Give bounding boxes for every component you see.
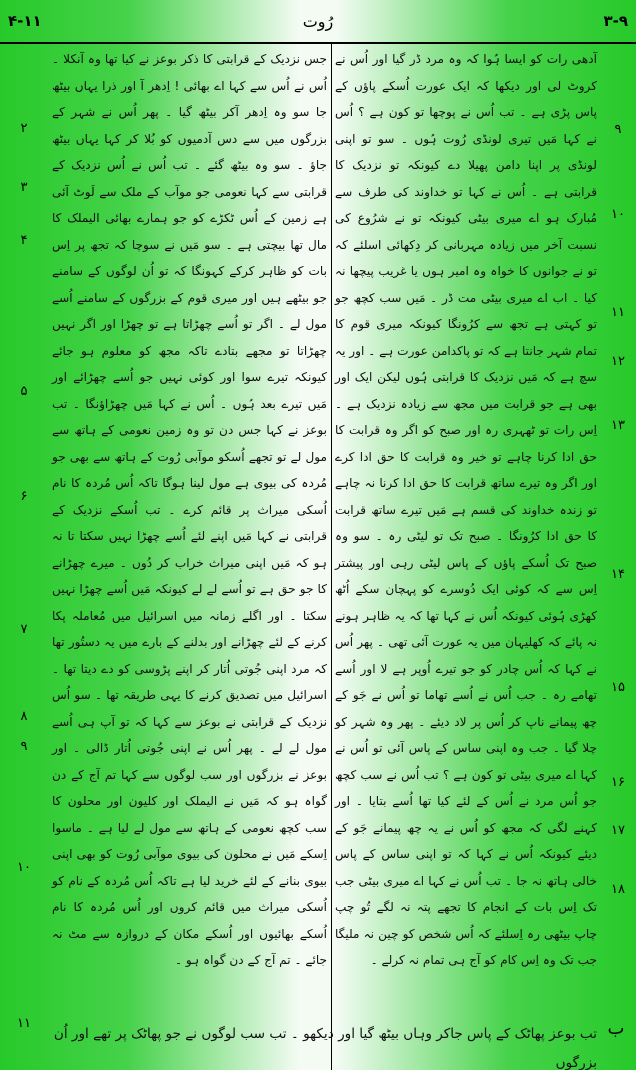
header-rule bbox=[0, 42, 636, 44]
header-right-reference: ۳-۹ bbox=[603, 12, 628, 30]
verse-number: ۷ bbox=[20, 622, 28, 637]
left-column-text: جس نزدیک کے قرابتی کا ذکر بوعز نے کیا تھا وہ آنکلا ۔ اُس نے اُس سے کہا اے بھائی ! اِدھر آ اور ذرا یہاں بیٹھ جا سو وہ اِدھر آکر بیٹھ گیا ۔ پھر اُس نے شہر کے بزرگوں میں سے دس آدمیوں کو بُلا کر کہا یہاں بیٹھ جاؤ ۔ سو وہ بیٹھ گئے ۔ تب اُس نے اُس نزدیک کے قرابتی سے کہا نعومی جو موآب کے ملک سے لَوٹ آئی ہے زمین کے اُس ٹکڑے کو جو ہمارے بھائی الیملک کا مال تھا بیچتی ہے ۔ سو مَیں نے سوچا کہ تجھ پر اِس بات کو ظاہر کرکے کہونگا کہ تو اُن لوگوں کے سامنے جو بیٹھے ہیں اور میری قوم کے بزرگوں کے سامنے اُسے مول لے ۔ اگر تو اُسے چھڑاتا ہے تو چھڑا اور اگر نہیں چھڑاتا تو مجھے بتادے تاکہ مجھ کو معلوم ہو جائے کیونکہ تیرے سوا اور کوئی نہیں جو اُسے چھڑائے اور مَیں تیرے بعد ہُوں ۔ اُس نے کہا مَیں چھڑاؤنگا ۔ تب بوعز نے کہا جس دن تو وہ زمین نعومی کے ہاتھ سے مول لے تو تجھے اُسکو موآبی رُوت کے ہاتھ سے بھی جو مُردہ کی بیوی ہے مول لینا ہوگا تاکہ اُس مُردہ کا نام اُسکی میراث پر قائم کرے ۔ تب اُسکے نزدیک کے قرابتی نے کہا مَیں اپنے لئے اُسے چھڑا نہیں سکتا تا نہ ہو کہ مَیں اپنی میراث خراب کر دُوں ۔ میرے چھڑانے کا جو حق ہے تو اُسے لے لے کیونکہ مَیں اُسے چھڑا نہیں سکتا ۔ اور اگلے زمانہ میں اسرائیل میں مُعاملہ پکا کرنے کے لئے چھڑانے اور بدلنے کے بارے میں یہ دستُور تھا کہ مرد اپنی جُوتی اُتار کر اپنے پڑوسی کو دے دیتا تھا ۔ اسرائیل میں تصدیق کرنے کا یہی طریقہ تھا ۔ سو اُس نزدیک کے قرابتی نے بوعز سے کہا کہ تو آپ ہی اُسے مول لے لے ۔ پھر اُس نے اپنی جُوتی اُتار ڈالی ۔ اور بوعز نے بزرگوں اور سب لوگوں سے کہا تم آج کے دن گواہ ہو کہ مَیں نے الیملک اور کلیون اور محلون کا سب کچھ نعومی کے ہاتھ سے مول لے لیا ہے ۔ ماسوا اِسکے مَیں نے محلون کی بیوی موآبی رُوت کو بھی اپنی بیوی بنانے کے لئے خرید لیا ہے تاکہ اُس مُردہ کے نام کو اُسکی میراث میں قائم کروں اور اُس مُردہ کا نام اُسکے بھائیوں اور اُسکے مکان کے دروازہ سے مٹ نہ جائے ۔ تم آج کے دن گواہ ہو ۔ bbox=[52, 52, 327, 967]
verse-number: ۴ bbox=[20, 233, 28, 248]
verse-number: ۱۴ bbox=[611, 567, 625, 582]
bottom-text-line: تب بوعز پھاٹک کے پاس جاکر وہاں بیٹھ گیا اور دیکھو ۔ تب سب لوگوں نے جو پھاٹک پر تھے اور اُن بزرگوں bbox=[53, 1026, 597, 1070]
page-header bbox=[0, 0, 636, 42]
verse-number: ۲ bbox=[20, 121, 28, 136]
verse-number: ۱۰ bbox=[611, 207, 625, 222]
verse-number: ۵ bbox=[20, 384, 28, 399]
verse-number: ۱۳ bbox=[611, 418, 625, 433]
verse-number: ۱۶ bbox=[611, 775, 625, 790]
right-column-text: آدھی رات کو ایسا ہُوا کہ وہ مرد ڈر گیا اور اُس نے کروٹ لی اور دیکھا کہ ایک عورت اُسکے پاؤں کے پاس پڑی ہے ۔ تب اُس نے پوچھا تو کون ہے ؟ اُس نے کہا مَیں تیری لونڈی رُوت ہُوں ۔ سو تو اپنی لونڈی پر اپنا دامن پھیلا دے کیونکہ تو نزدیک کا قرابتی ہے ۔ اُس نے کہا تو خداوند کی طرف سے مُبارک ہو اے میری بیٹی کیونکہ تو نے شرُوع کی نسبت آخر میں زیادہ مہربانی کر دِکھائی اسلئے کہ تو نے جوانوں کا خواہ وہ امیر ہوں یا غریب پیچھا نہ کیا ۔ اب اے میری بیٹی مت ڈر ۔ مَیں سب کچھ جو تو کہتی ہے تجھ سے کرُونگا کیونکہ میری قوم کا تمام شہر جانتا ہے کہ تو پاکدامن عورت ہے ۔ اور یہ سچ ہے کہ مَیں نزدیک کا قرابتی ہُوں لیکن ایک اور بھی ہے جو قرابت میں مجھ سے زیادہ نزدیک ہے ۔ اِس رات تو ٹھہری رہ اور صبح کو اگر وہ قرابت کا حق ادا کرنا چاہے تو خیر وہ قرابت کا حق ادا کرے اور اگر وہ تیرے ساتھ قرابت کا حق ادا کرنا نہ چاہے تو زندہ خداوند کی قسم ہے مَیں تیرے ساتھ قرابت کا حق ادا کرُونگا ۔ صبح تک تو لیٹی رہ ۔ سو وہ صبح تک اُسکے پاؤں کے پاس لیٹی رہی اور پیشتر اِس سے کہ کوئی ایک دُوسرے کو پہچان سکے اُٹھ کھڑی ہُوئی کیونکہ اُس نے کہا تھا کہ یہ ظاہر ہونے نہ پائے کہ کھلیہان میں یہ عورت آئی تھی ۔ پھر اُس نے کہا کہ اُس چادر کو جو تیرے اُوپر ہے لا اور اُسے تھامے رہ ۔ جب اُس نے اُسے تھاما تو اُس نے جَو کے چھ پیمانے ناپ کر اُس پر لاد دیئے ۔ پھر وہ شہر کو چلا گیا ۔ جب وہ اپنی ساس کے پاس آئی تو اُس نے کہا اے میری بیٹی تو کون ہے ؟ تب اُس نے سب کچھ جو اُس مرد نے اُس کے لئے کیا تھا اُسے بتایا ۔ اور کہنے لگی کہ مجھ کو اُس نے یہ چھ پیمانے جَو کے دیئے کیونکہ اُس نے کہا کہ تو اپنی ساس کے پاس خالی ہاتھ نہ جا ۔ تب اُس نے کہا اے میری بیٹی جب تک اِس بات کے انجام کا تجھے پتہ نہ لگے تُو چپ چاپ بیٹھی رہ اِسلئے کہ اُس شخص کو چین نہ ملیگا جب تک وہ اِس کام کو آج ہی تمام نہ کرلے ۔ bbox=[335, 52, 597, 967]
header-book-title: رُوت bbox=[302, 12, 334, 31]
verse-number: ۸ bbox=[20, 709, 28, 724]
verse-number: ۹ bbox=[614, 122, 622, 137]
verse-number: ۶ bbox=[20, 489, 28, 504]
verse-number: ۱۰ bbox=[17, 860, 31, 875]
verse-number: ۱۸ bbox=[611, 882, 625, 897]
verse-number: ۱۷ bbox=[611, 823, 625, 838]
column-divider bbox=[331, 42, 332, 1070]
verse-number: ۱۱ bbox=[17, 1016, 31, 1031]
verse-number: ۱۵ bbox=[611, 680, 625, 695]
right-text-column bbox=[335, 46, 597, 974]
header-left-reference: ۴-۱۱ bbox=[8, 12, 42, 30]
verse-number: ۳ bbox=[20, 180, 28, 195]
left-text-column bbox=[52, 46, 327, 974]
verse-number: ۹ bbox=[20, 739, 28, 754]
chapter-marker: ب bbox=[607, 1018, 625, 1039]
verse-number: ۱۲ bbox=[611, 354, 625, 369]
verse-number: ۱۱ bbox=[611, 305, 625, 320]
